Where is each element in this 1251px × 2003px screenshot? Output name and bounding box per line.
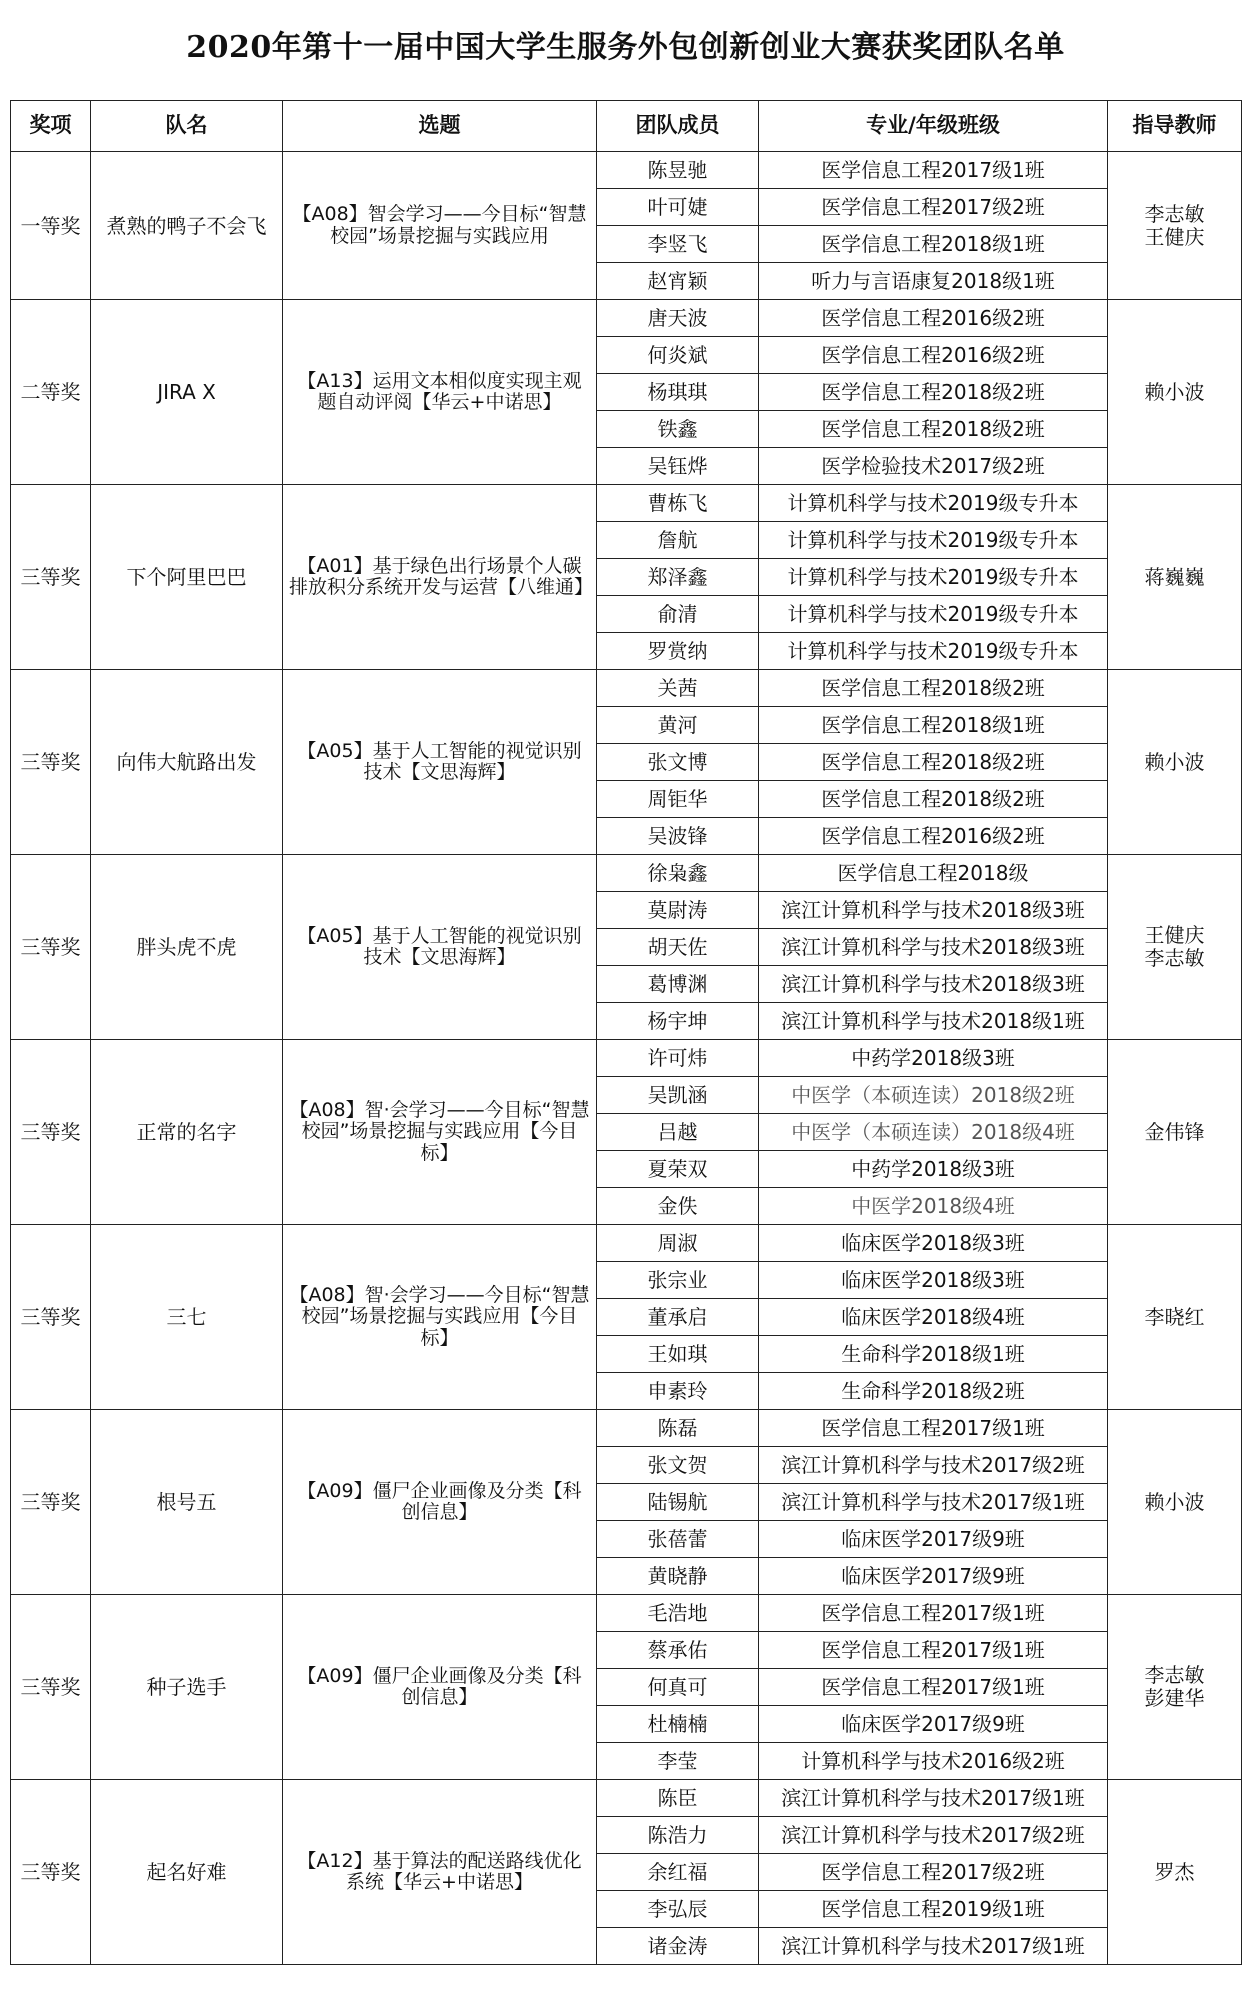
- teacher-cell: [1108, 1040, 1242, 1225]
- table-row: [11, 1595, 1242, 1632]
- member-name-cell: 周淑: [597, 1225, 759, 1262]
- member-name-cell: 吴凯涵: [597, 1077, 759, 1114]
- member-name-cell: 曹栋飞: [597, 485, 759, 522]
- major-class-cell: 医学信息工程2018级: [759, 855, 1108, 892]
- major-class-cell: 医学信息工程2016级2班: [759, 337, 1108, 374]
- member-name-cell: 陈昱驰: [597, 152, 759, 189]
- topic-cell: 【A05】基于人工智能的视觉识别技术【文思海辉】: [283, 670, 597, 855]
- teacher-name: 李志敏: [1144, 946, 1205, 970]
- member-name-cell: 叶可婕: [597, 189, 759, 226]
- member-name-cell: 毛浩地: [597, 1595, 759, 1632]
- major-class-cell: 医学信息工程2016级2班: [759, 818, 1108, 855]
- major-class-cell: 生命科学2018级2班: [759, 1373, 1108, 1410]
- member-name-cell: 胡天佐: [597, 929, 759, 966]
- teacher-cell: [1108, 1225, 1242, 1410]
- teacher-name: 赖小波: [1144, 1489, 1205, 1514]
- major-class-cell: 计算机科学与技术2019级专升本: [759, 633, 1108, 670]
- team-name-cell: 三七: [91, 1225, 283, 1410]
- member-name-cell: 陈磊: [597, 1410, 759, 1447]
- teacher-name: 李晓红: [1144, 1304, 1205, 1329]
- table-row: [11, 485, 1242, 522]
- member-name-cell: 陈臣: [597, 1780, 759, 1817]
- teacher-name: 王健庆: [1144, 923, 1205, 947]
- award-cell: 三等奖: [11, 1225, 91, 1410]
- major-class-cell: 中医学（本硕连读）2018级4班: [759, 1114, 1108, 1151]
- award-cell: 三等奖: [11, 1780, 91, 1965]
- teacher-name: 金伟锋: [1144, 1119, 1205, 1144]
- member-name-cell: 张文贺: [597, 1447, 759, 1484]
- member-name-cell: 张文博: [597, 744, 759, 781]
- teacher-name: 李志敏: [1144, 201, 1205, 226]
- header-teacher: 指导教师: [1108, 101, 1242, 152]
- member-name-cell: 李竖飞: [597, 226, 759, 263]
- major-class-cell: 医学信息工程2018级2班: [759, 781, 1108, 818]
- teacher-cell: [1108, 1595, 1242, 1780]
- teacher-name: 罗杰: [1154, 1859, 1195, 1884]
- award-cell: 三等奖: [11, 1040, 91, 1225]
- member-name-cell: 赵宵颖: [597, 263, 759, 300]
- major-class-cell: 医学信息工程2017级1班: [759, 1595, 1108, 1632]
- major-class-cell: 医学信息工程2017级1班: [759, 152, 1108, 189]
- major-class-cell: 临床医学2017级9班: [759, 1706, 1108, 1743]
- member-name-cell: 黄晓静: [597, 1558, 759, 1595]
- header-topic: 选题: [283, 101, 597, 152]
- major-class-cell: 中医学2018级4班: [759, 1188, 1108, 1225]
- member-name-cell: 余红福: [597, 1854, 759, 1891]
- header-team: 队名: [91, 101, 283, 152]
- major-class-cell: 计算机科学与技术2016级2班: [759, 1743, 1108, 1780]
- member-name-cell: 俞清: [597, 596, 759, 633]
- major-class-cell: 生命科学2018级1班: [759, 1336, 1108, 1373]
- member-name-cell: 申素玲: [597, 1373, 759, 1410]
- table-row: [11, 855, 1242, 892]
- member-name-cell: 李莹: [597, 1743, 759, 1780]
- member-name-cell: 吴钰烨: [597, 448, 759, 485]
- award-cell: 一等奖: [11, 152, 91, 300]
- member-name-cell: 莫尉涛: [597, 892, 759, 929]
- team-name-cell: JIRA X: [91, 300, 283, 485]
- teacher-cell: [1108, 485, 1242, 670]
- member-name-cell: 葛博渊: [597, 966, 759, 1003]
- teacher-name: 赖小波: [1144, 379, 1205, 404]
- member-name-cell: 陈浩力: [597, 1817, 759, 1854]
- major-class-cell: 医学信息工程2018级2班: [759, 670, 1108, 707]
- award-cell: 三等奖: [11, 1595, 91, 1780]
- teacher-cell: [1108, 1410, 1242, 1595]
- member-name-cell: 李弘辰: [597, 1891, 759, 1928]
- major-class-cell: 医学信息工程2018级1班: [759, 226, 1108, 263]
- major-class-cell: 医学信息工程2017级2班: [759, 1854, 1108, 1891]
- member-name-cell: 关茜: [597, 670, 759, 707]
- header-members: 团队成员: [597, 101, 759, 152]
- teacher-name: 赖小波: [1144, 749, 1205, 774]
- teacher-cell: [1108, 300, 1242, 485]
- major-class-cell: 临床医学2018级3班: [759, 1262, 1108, 1299]
- major-class-cell: 滨江计算机科学与技术2018级3班: [759, 966, 1108, 1003]
- major-class-cell: 临床医学2017级9班: [759, 1558, 1108, 1595]
- member-name-cell: 詹航: [597, 522, 759, 559]
- topic-cell: 【A12】基于算法的配送路线优化系统【华云+中诺思】: [283, 1780, 597, 1965]
- topic-cell: 【A09】僵尸企业画像及分类【科创信息】: [283, 1595, 597, 1780]
- member-name-cell: 许可炜: [597, 1040, 759, 1077]
- major-class-cell: 滨江计算机科学与技术2017级2班: [759, 1817, 1108, 1854]
- major-class-cell: 滨江计算机科学与技术2018级3班: [759, 929, 1108, 966]
- team-name-cell: 下个阿里巴巴: [91, 485, 283, 670]
- topic-cell: 【A01】基于绿色出行场景个人碳排放积分系统开发与运营【八维通】: [283, 485, 597, 670]
- teacher-cell: [1108, 855, 1242, 1040]
- member-name-cell: 铁鑫: [597, 411, 759, 448]
- table-body: [11, 152, 1242, 1965]
- team-name-cell: 根号五: [91, 1410, 283, 1595]
- major-class-cell: 计算机科学与技术2019级专升本: [759, 485, 1108, 522]
- major-class-cell: 计算机科学与技术2019级专升本: [759, 596, 1108, 633]
- table-row: [11, 1410, 1242, 1447]
- award-cell: 三等奖: [11, 1410, 91, 1595]
- member-name-cell: 何炎斌: [597, 337, 759, 374]
- member-name-cell: 罗赏纳: [597, 633, 759, 670]
- major-class-cell: 医学检验技术2017级2班: [759, 448, 1108, 485]
- table-row: [11, 1225, 1242, 1262]
- major-class-cell: 医学信息工程2017级1班: [759, 1632, 1108, 1669]
- member-name-cell: 徐枭鑫: [597, 855, 759, 892]
- member-name-cell: 杨宇坤: [597, 1003, 759, 1040]
- major-class-cell: 医学信息工程2018级2班: [759, 744, 1108, 781]
- member-name-cell: 王如琪: [597, 1336, 759, 1373]
- major-class-cell: 临床医学2018级3班: [759, 1225, 1108, 1262]
- team-name-cell: 种子选手: [91, 1595, 283, 1780]
- topic-cell: 【A13】运用文本相似度实现主观题自动评阅【华云+中诺思】: [283, 300, 597, 485]
- topic-cell: 【A08】智·会学习——今目标“智慧校园”场景挖掘与实践应用【今目标】: [283, 1040, 597, 1225]
- major-class-cell: 听力与言语康复2018级1班: [759, 263, 1108, 300]
- major-class-cell: 医学信息工程2019级1班: [759, 1891, 1108, 1928]
- major-class-cell: 医学信息工程2017级2班: [759, 189, 1108, 226]
- major-class-cell: 医学信息工程2018级2班: [759, 411, 1108, 448]
- teacher-cell: [1108, 670, 1242, 855]
- member-name-cell: 陆锡航: [597, 1484, 759, 1521]
- member-name-cell: 周钜华: [597, 781, 759, 818]
- topic-cell: 【A09】僵尸企业画像及分类【科创信息】: [283, 1410, 597, 1595]
- header-major: 专业/年级班级: [759, 101, 1108, 152]
- major-class-cell: 中医学（本硕连读）2018级2班: [759, 1077, 1108, 1114]
- award-cell: 三等奖: [11, 670, 91, 855]
- major-class-cell: 中药学2018级3班: [759, 1151, 1108, 1188]
- major-class-cell: 医学信息工程2018级2班: [759, 374, 1108, 411]
- major-class-cell: 中药学2018级3班: [759, 1040, 1108, 1077]
- header-row: [11, 101, 1242, 152]
- major-class-cell: 滨江计算机科学与技术2018级1班: [759, 1003, 1108, 1040]
- member-name-cell: 黄河: [597, 707, 759, 744]
- topic-cell: 【A08】智会学习——今目标“智慧校园”场景挖掘与实践应用: [283, 152, 597, 300]
- award-table: [10, 100, 1242, 1965]
- major-class-cell: 计算机科学与技术2019级专升本: [759, 522, 1108, 559]
- teacher-cell: [1108, 1780, 1242, 1965]
- member-name-cell: 郑泽鑫: [597, 559, 759, 596]
- major-class-cell: 计算机科学与技术2019级专升本: [759, 559, 1108, 596]
- header-award: 奖项: [11, 101, 91, 152]
- table-row: [11, 1040, 1242, 1077]
- major-class-cell: 滨江计算机科学与技术2017级1班: [759, 1928, 1108, 1965]
- team-name-cell: 向伟大航路出发: [91, 670, 283, 855]
- team-name-cell: 煮熟的鸭子不会飞: [91, 152, 283, 300]
- team-name-cell: 起名好难: [91, 1780, 283, 1965]
- member-name-cell: 杜楠楠: [597, 1706, 759, 1743]
- major-class-cell: 临床医学2018级4班: [759, 1299, 1108, 1336]
- member-name-cell: 张宗业: [597, 1262, 759, 1299]
- award-cell: 三等奖: [11, 855, 91, 1040]
- major-class-cell: 医学信息工程2017级1班: [759, 1669, 1108, 1706]
- member-name-cell: 金佚: [597, 1188, 759, 1225]
- member-name-cell: 蔡承佑: [597, 1632, 759, 1669]
- major-class-cell: 滨江计算机科学与技术2017级1班: [759, 1780, 1108, 1817]
- table-row: [11, 1780, 1242, 1817]
- teacher-cell: [1108, 152, 1242, 300]
- member-name-cell: 张蓓蕾: [597, 1521, 759, 1558]
- member-name-cell: 杨琪琪: [597, 374, 759, 411]
- member-name-cell: 夏荣双: [597, 1151, 759, 1188]
- award-cell: 二等奖: [11, 300, 91, 485]
- teacher-name: 蒋巍巍: [1144, 564, 1205, 589]
- member-name-cell: 唐天波: [597, 300, 759, 337]
- member-name-cell: 诸金涛: [597, 1928, 759, 1965]
- teacher-name: 王健庆: [1144, 224, 1205, 249]
- topic-cell: 【A05】基于人工智能的视觉识别技术【文思海辉】: [283, 855, 597, 1040]
- teacher-name: 彭建华: [1144, 1686, 1205, 1710]
- major-class-cell: 医学信息工程2017级1班: [759, 1410, 1108, 1447]
- major-class-cell: 滨江计算机科学与技术2017级1班: [759, 1484, 1108, 1521]
- member-name-cell: 董承启: [597, 1299, 759, 1336]
- award-cell: 三等奖: [11, 485, 91, 670]
- team-name-cell: 胖头虎不虎: [91, 855, 283, 1040]
- major-class-cell: 临床医学2017级9班: [759, 1521, 1108, 1558]
- teacher-name: 李志敏: [1144, 1663, 1205, 1687]
- member-name-cell: 吴波锋: [597, 818, 759, 855]
- page-title: 2020年第十一届中国大学生服务外包创新创业大赛获奖团队名单: [186, 30, 1065, 65]
- major-class-cell: 滨江计算机科学与技术2017级2班: [759, 1447, 1108, 1484]
- member-name-cell: 吕越: [597, 1114, 759, 1151]
- major-class-cell: 滨江计算机科学与技术2018级3班: [759, 892, 1108, 929]
- major-class-cell: 医学信息工程2018级1班: [759, 707, 1108, 744]
- major-class-cell: 医学信息工程2016级2班: [759, 300, 1108, 337]
- table-row: [11, 152, 1242, 189]
- team-name-cell: 正常的名字: [91, 1040, 283, 1225]
- table-row: [11, 670, 1242, 707]
- topic-cell: 【A08】智·会学习——今目标“智慧校园”场景挖掘与实践应用【今目标】: [283, 1225, 597, 1410]
- table-row: [11, 300, 1242, 337]
- member-name-cell: 何真可: [597, 1669, 759, 1706]
